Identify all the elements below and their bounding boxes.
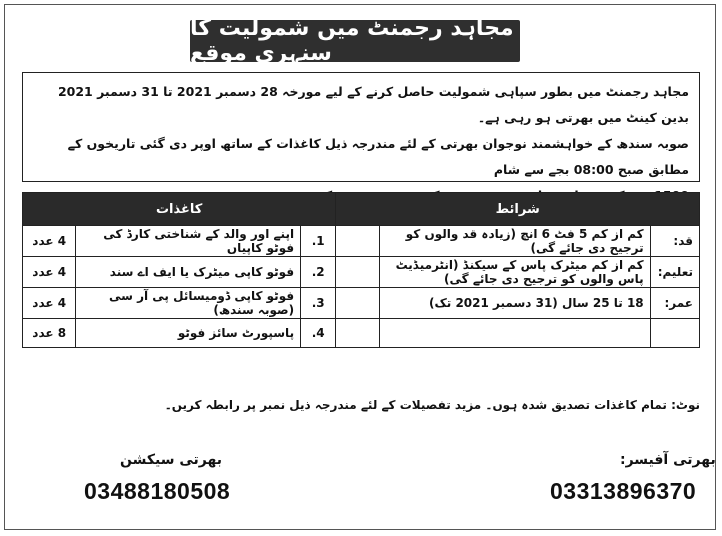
document-text: فوٹو کاپی میٹرک یا ایف اے سند	[76, 257, 301, 288]
note-text: نوٹ: تمام کاغذات تصدیق شدہ ہوں۔ مزید تفصیلات کے لئے مندرجہ ذیل نمبر پر رابطہ کریں۔	[164, 398, 700, 412]
document-quantity: 4 عدد	[23, 226, 76, 257]
table-header-row	[23, 193, 700, 226]
requirements-table	[22, 192, 700, 348]
document-quantity: 4 عدد	[23, 257, 76, 288]
document-text: پاسپورٹ سائز فوٹو	[76, 319, 301, 348]
condition-label: عمر:	[650, 288, 699, 319]
spacer-cell	[336, 226, 379, 257]
condition-text: 18 تا 25 سال (31 دسمبر 2021 تک)	[379, 288, 650, 319]
intro-text	[22, 72, 700, 182]
recruiting-officer-label: بھرتی آفیسر:	[620, 452, 716, 468]
document-quantity: 4 عدد	[23, 288, 76, 319]
intro-line-2: صوبہ سندھ کے خواہشمند نوجوان بھرتی کے لئے مندرجہ ذیل کاغذات کے ساتھ اوپر دی گئی تاریخوں کے مطابق صبح 08:00 بجے سے شام	[67, 136, 689, 177]
spacer-cell	[336, 319, 379, 348]
document-number: 1.	[301, 226, 336, 257]
conditions-header: شرائط	[336, 193, 700, 226]
table-row	[23, 319, 700, 348]
ad-title: مجاہد رجمنٹ میں شمولیت کا سنہری موقع	[190, 20, 520, 62]
table-row	[23, 288, 700, 319]
spacer-cell	[336, 257, 379, 288]
condition-label	[650, 319, 699, 348]
condition-label: قد:	[650, 226, 699, 257]
table-row	[23, 257, 700, 288]
condition-text: کم از کم میٹرک پاس کے سیکنڈ (انٹرمیڈیٹ پاس والوں کو ترجیح دی جائے گی)	[379, 257, 650, 288]
condition-text	[379, 319, 650, 348]
recruiting-section-phone: 03488180508	[84, 478, 231, 504]
document-number: 4.	[301, 319, 336, 348]
recruiting-officer-phone: 03313896370	[550, 478, 697, 504]
table-row	[23, 226, 700, 257]
document-number: 3.	[301, 288, 336, 319]
spacer-cell	[336, 288, 379, 319]
documents-header: کاغذات	[23, 193, 336, 226]
intro-line-1: مجاہد رجمنٹ میں بطور سپاہی شمولیت حاصل کرنے کے لیے مورخہ 28 دسمبر 2021 تا 31 دسمبر 2021 بدین کینٹ میں بھرتی ہو رہی ہے۔	[57, 84, 689, 125]
condition-label: تعلیم:	[650, 257, 699, 288]
recruiting-section-label: بھرتی سیکشن	[120, 452, 222, 468]
document-text: اپنے اور والد کے شناختی کارڈ کی فوٹو کاپیاں	[76, 226, 301, 257]
document-quantity: 8 عدد	[23, 319, 76, 348]
condition-text: کم از کم 5 فٹ 6 انچ (زیادہ قد والوں کو ترجیح دی جائے گی)	[379, 226, 650, 257]
document-text: فوٹو کاپی ڈومیسائل پی آر سی (صوبہ سندھ)	[76, 288, 301, 319]
document-number: 2.	[301, 257, 336, 288]
